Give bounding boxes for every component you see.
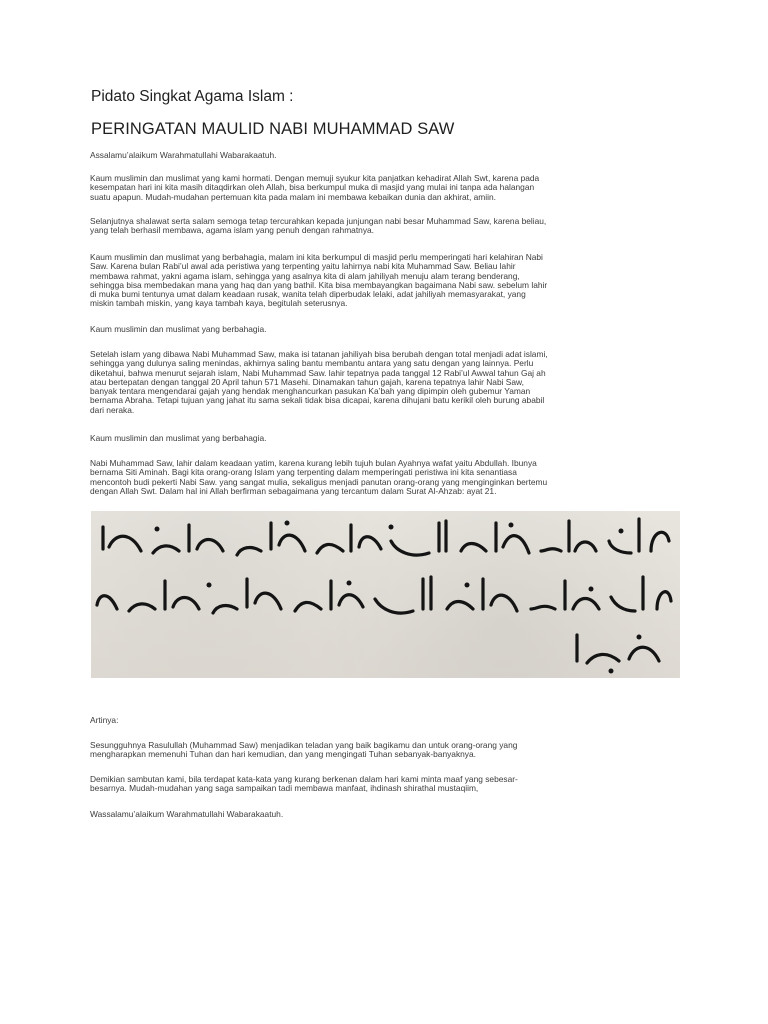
arabic-verse-drawing xyxy=(91,511,680,678)
arabic-calligraphy-image xyxy=(91,511,680,678)
paragraph-shalawat: Selanjutnya shalawat serta salam semoga tetap tercurahkan kepada junjungan nabi besar Muhammad Saw, karena beliau, yang telah berhasil membawa, agama islam yang penuh dengan rahmatnya. xyxy=(90,216,547,236)
paragraph-birth: Nabi Muhammad Saw, lahir dalam keadaan yatim, karena kurang lebih tujuh bulan Ayahnya wafat yaitu Abdullah. Ibunya bernama Siti Aminah. Bagi kita orang-orang Islam yang terpenting dalam memperingati peristiwa ini kita senantiasa mencontoh budi pekerti Nabi Saw. yang sangat mulia, sekaligus menjadi panutan orang-orang yang menginginkan bertemu dengan Allah Swt. Dalam hal ini Allah berfirman sebagaimana yang tercantum dalam Surat Al-Ahzab: ayat 21. xyxy=(90,458,548,496)
paragraph-history: Setelah islam yang dibawa Nabi Muhammad Saw, maka isi tatanan jahiliyah bisa berubah dengan total menjadi adat islami, sehingga yang dulunya saling menindas, akhirnya saling bantu membantu antara yang satu dengan yang lainnya. Perlu diketahui, bahwa menurut sejarah islam, Nabi Muhammad Saw. lahir tepatnya pada tanggal 12 Rabi’ul Awwal tahun Gaj ah atau bertepatan dengan tanggal 20 April tahun 571 Masehi. Dinamakan tahun gajah, karena tepatnya lahir Nabi Saw, banyak tentara mengendarai gajah yang hendak menghancurkan pasukan Ka’bah yang dipimpin oleh gubemur Yaman bernama Abraha. Tetapi tujuan yang jahat itu sama sekali tidak bisa dicapai, karena dihujani batu kerikil oleh burung ababil dari neraka. xyxy=(90,349,548,415)
paragraph-farewell: Wassalamu’alaikum Warahmatullahi Wabarakaatuh. xyxy=(90,809,284,819)
paragraph-closing: Demikian sambutan kami, bila terdapat kata-kata yang kurang berkenan dalam hari kami minta maaf yang sebesar- besarnya. Mudah-mudahan yang saga sampaikan tadi membawa manfaat, ihdinash shirathal mustaqiim, xyxy=(90,774,518,794)
paragraph-opening: Kaum muslimin dan muslimat yang kami hormati. Dengan memuji syukur kita panjatkan kehadirat Allah Swt, karena pada kesempatan hari ini kita masih ditaqdirkan oleh Allah, bisa berkumpul muka di masjid yang mulai ini tanpa ada halangan suatu apapun. Mudah-mudahan pertemuan kita pada malam ini membawa kebaikan dunia dan akhirat, amiin. xyxy=(90,173,540,202)
paragraph-translation: Sesungguhnya Rasulullah (Muhammad Saw) menjadikan teladan yang baik bagikamu dan untuk orang-orang yang mengharapkan memenuhi Tuhan dan hari kemudian, dan yang mengingati Tuhan sebanyak-banyaknya. xyxy=(90,740,518,760)
paragraph-address-2: Kaum muslimin dan muslimat yang berbahagia. xyxy=(90,433,267,443)
document-title: PERINGATAN MAULID NABI MUHAMMAD SAW xyxy=(91,120,455,138)
paragraph-address-1: Kaum muslimin dan muslimat yang berbahagia. xyxy=(90,324,267,334)
paragraph-translation-label: Artinya: xyxy=(90,715,119,725)
paragraph-greeting: Assalamu’alaikum Warahmatullahi Wabarakaatuh. xyxy=(90,150,277,160)
document-subtitle: Pidato Singkat Agama Islam : xyxy=(91,88,294,105)
paragraph-maulid: Kaum muslimin dan muslimat yang berbahagia, malam ini kita berkumpul di masjid perlu memperingati hari kelahiran Nabi Saw. Karena bulan Rabi’ul awal ada peristiwa yang terpenting yaitu lahirnya nabi kita Muhammad Saw. Beliau lahir membawa rahmat, yakni agama islam, sehingga yang asalnya kita di alam jahiliyah menuju alam terang benderang, sehingga bisa membedakan mana yang haq dan yang bathil. Kita bisa membayangkan bagaimana Nabi saw. sebelum lahir di muka bumi tentunya umat dalam keadaan rusak, wanita telah diperbudak lelaki, adat jahiliyah memasyarakat, yang miskin tambah miskin, yang kaya tambah kaya, begitulah seterusnya. xyxy=(90,252,548,309)
